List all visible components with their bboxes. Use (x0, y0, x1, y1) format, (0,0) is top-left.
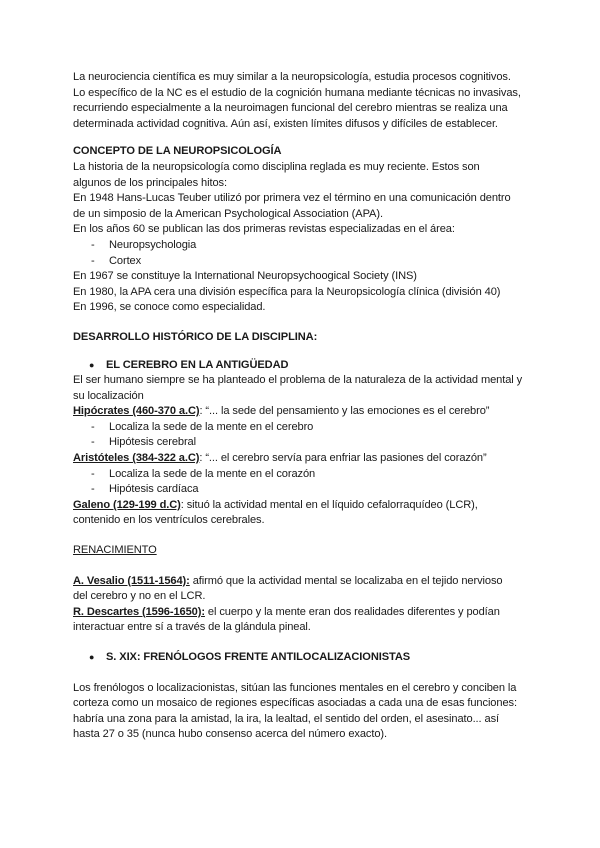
dash-marker: - (91, 238, 95, 251)
dash-marker: - (91, 467, 95, 480)
vesalio-name: A. Vesalio (1511-1564): (73, 574, 190, 587)
vesalio-text: afirmó que la actividad mental se localizaba en el tejido nervioso (189, 574, 503, 587)
concepto-line: de un simposio de la American Psychological Association (APA). (73, 207, 383, 220)
sxix-line: habría una zona para la amistad, la ira, la lealtad, el sentido del orden, el asesinato... así (73, 712, 499, 725)
concepto-line: algunos de los principales hitos: (73, 176, 227, 189)
antiguedad-line: su localización (73, 389, 144, 402)
aristoteles-line (73, 451, 540, 467)
dash-marker: - (91, 420, 95, 433)
dash-marker: - (91, 436, 95, 449)
dash-marker: - (91, 254, 95, 267)
intro-line: determinada actividad cognitiva. Aún así, existen límites difusos y difíciles de establecer. (73, 117, 498, 130)
list-item-text: Hipótesis cerebral (109, 436, 196, 449)
concepto-line: En 1967 se constituye la International Neuropsychoogical Society (INS) (73, 270, 417, 283)
aristoteles-name: Aristóteles (384-322 a.C) (73, 452, 200, 465)
descartes-line-2: interactuar entre sí a través de la glándula pineal. (73, 621, 311, 634)
concepto-line: En 1980, la APA cera una división específica para la Neuropsicología clínica (división 40) (73, 285, 501, 298)
concepto-line: En 1996, se conoce como especialidad. (73, 301, 266, 314)
galeno-line-2: contenido en los ventrículos cerebrales. (73, 514, 265, 527)
concepto-line: La historia de la neuropsicología como disciplina reglada es muy reciente. Estos son (73, 160, 480, 173)
aristoteles-quote: : “... el cerebro servía para enfriar las pasiones del corazón” (199, 452, 487, 465)
list-item (73, 435, 540, 451)
desarrollo-heading: DESARROLLO HISTÓRICO DE LA DISCIPLINA: (73, 330, 318, 343)
list-item (73, 482, 540, 498)
concepto-heading: CONCEPTO DE LA NEUROPSICOLOGÍA (73, 145, 282, 158)
hipocrates-quote: : “... la sede del pensamiento y las emociones es el cerebro” (199, 405, 490, 418)
bullet-marker: ● (89, 359, 95, 370)
descartes-text: el cuerpo y la mente eran dos realidades diferentes y podían (204, 605, 500, 618)
list-item (73, 254, 540, 270)
sxix-line: Los frenólogos o localizacionistas, sitúan las funciones mentales en el cerebro y conciben la (73, 681, 517, 694)
sxix-line: hasta 27 o 35 (nunca hubo consenso acerca del número exacto). (73, 728, 387, 741)
galeno-text: : situó la actividad mental en el líquido cefalorraquídeo (LCR), (180, 498, 478, 511)
list-item-text: Localiza la sede de la mente en el corazón (109, 467, 316, 480)
list-item-text: Localiza la sede de la mente en el cerebro (109, 420, 314, 433)
concepto-line: En los años 60 se publican las dos primeras revistas especializadas en el área: (73, 223, 455, 236)
intro-line: Lo específico de la NC es el estudio de la cognición humana mediante técnicas no invasivas, (73, 86, 521, 99)
vesalio-line-2: del cerebro y no en el LCR. (73, 590, 206, 603)
vesalio-line (73, 574, 540, 590)
descartes-line (73, 605, 540, 621)
renacimiento-heading: RENACIMIENTO (73, 544, 157, 557)
sxix-title: S. XIX: FRENÓLOGOS FRENTE ANTILOCALIZACIONISTAS (106, 651, 411, 663)
galeno-line (73, 498, 540, 514)
descartes-name: R. Descartes (1596-1650): (73, 605, 205, 618)
galeno-name: Galeno (129-199 d.C) (73, 498, 181, 511)
intro-line: recurriendo especialmente a la neuroimagen funcional del cerebro mientras se realiza una (73, 102, 508, 115)
intro-line: La neurociencia científica es muy similar a la neuropsicología, estudia procesos cognitivos. (73, 71, 511, 83)
list-item-text: Neuropsychologia (109, 238, 197, 251)
dash-marker: - (91, 483, 95, 496)
list-item (73, 238, 540, 254)
list-item (73, 420, 540, 436)
antiguedad-line: El ser humano siempre se ha planteado el problema de la naturaleza de la actividad mental y (73, 374, 523, 387)
sxix-line: corteza como un mosaico de regiones específicas asociadas a cada una de esas funciones: (73, 697, 517, 710)
antiguedad-title: EL CEREBRO EN LA ANTIGÜEDAD (106, 358, 289, 371)
hipocrates-line (73, 404, 540, 420)
concepto-line: En 1948 Hans-Lucas Teuber utilizó por primera vez el término en una comunicación dentro (73, 192, 511, 205)
list-item-text: Hipótesis cardíaca (109, 483, 199, 496)
sxix-heading (73, 650, 540, 666)
antiguedad-heading (73, 358, 540, 374)
list-item (73, 467, 540, 483)
hipocrates-name: Hipócrates (460-370 a.C) (73, 405, 200, 418)
list-item-text: Cortex (109, 254, 142, 267)
bullet-marker: ● (89, 652, 95, 662)
